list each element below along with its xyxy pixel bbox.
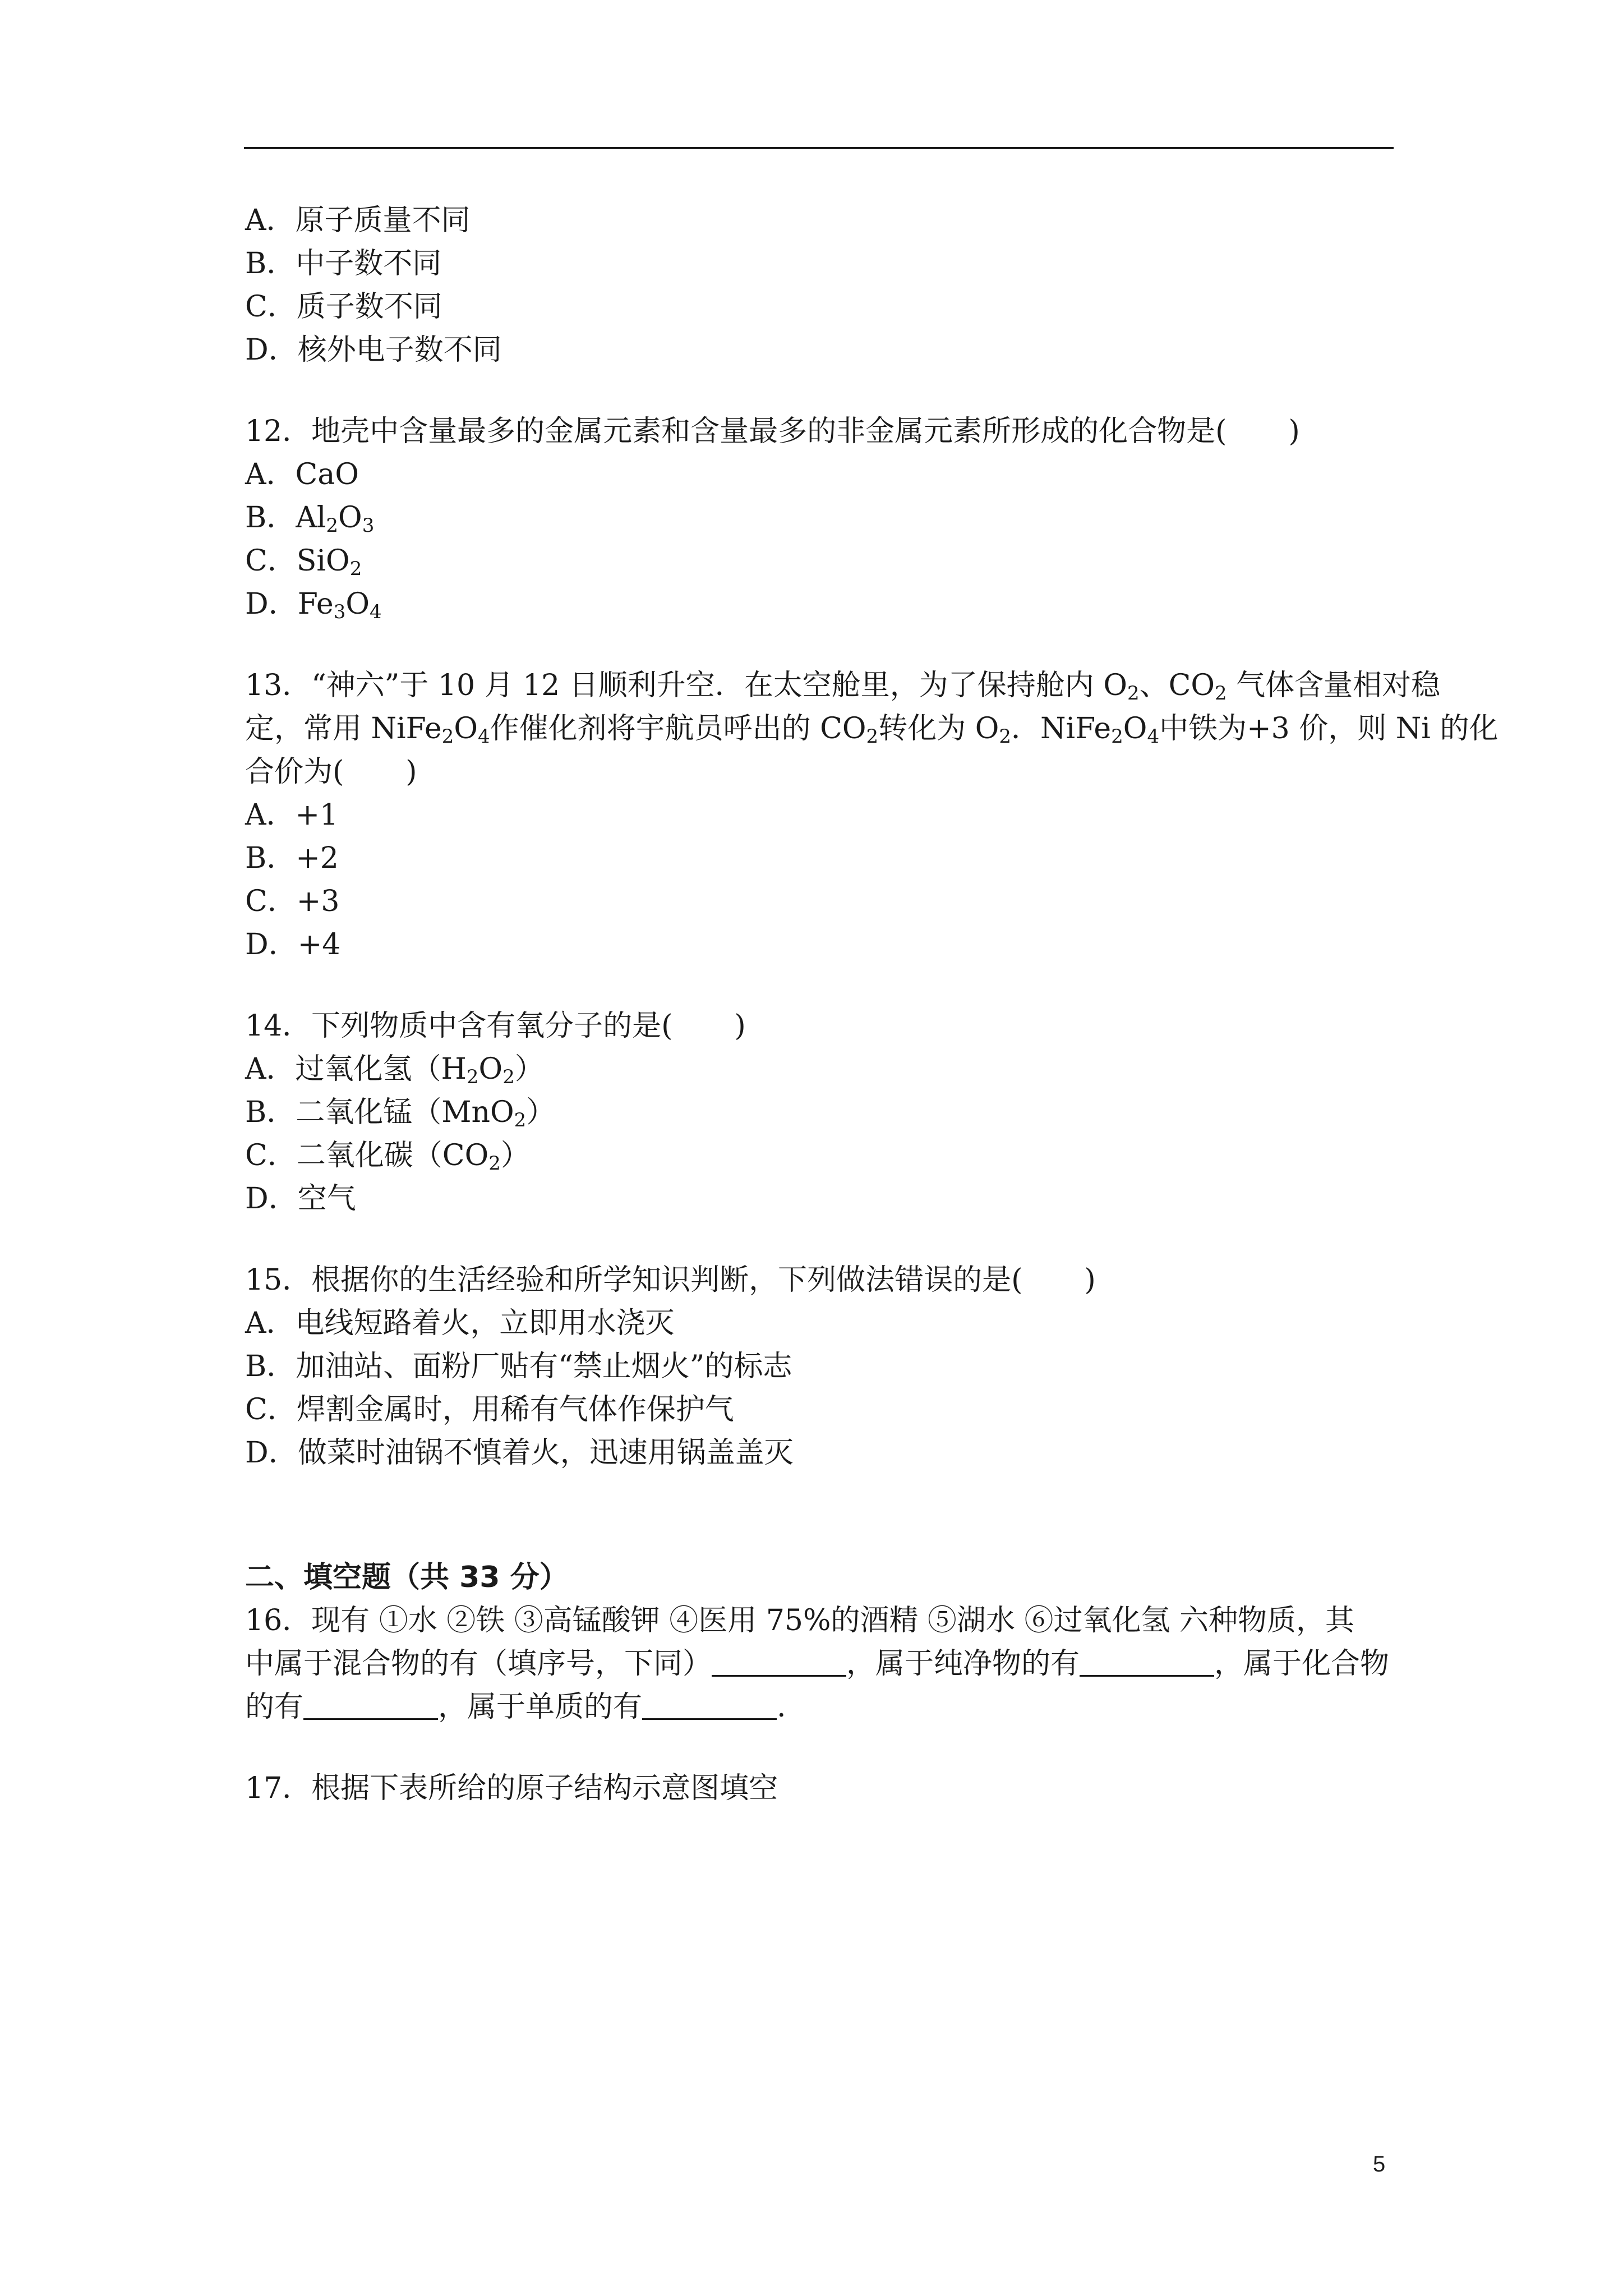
q13-option-b: B．+2 xyxy=(245,841,339,875)
q12-option-d: D．$Fe_3O_4$ xyxy=(245,587,382,623)
q16-blank-mixtures[interactable] xyxy=(712,1646,846,1677)
q11-option-b: B．中子数不同 xyxy=(245,247,442,280)
q14-option-a: A．过氧化氢$(H_2O_2)$ xyxy=(245,1052,544,1088)
q15-stem: 15．根据你的生活经验和所学知识判断，下列做法错误的是( ) xyxy=(245,1263,1096,1297)
question-14 xyxy=(245,1005,1389,1221)
q14-option-b: B．二氧化锰（MnO$_2$） xyxy=(245,1096,556,1131)
q14-option-d: D．空气 xyxy=(245,1182,356,1216)
q15-option-a: A．电线短路着火，立即用水浇灭 xyxy=(245,1306,675,1340)
page-number: 5 xyxy=(1373,2152,1386,2177)
q15-option-b: B．加油站、面粉厂贴有“禁止烟火”的标志 xyxy=(245,1350,792,1383)
question-16 xyxy=(245,1599,1389,1729)
q13-option-d: D．+4 xyxy=(245,928,341,961)
q12-option-c: C．SiO$_2$ xyxy=(245,544,362,580)
q16-stem-line-1: 16．现有 ①水 ②铁 ③高锰酸钾 ④医用 75%的酒精 ⑤湖水 ⑥过氧化氢 六种物质，其 xyxy=(245,1604,1354,1637)
q11-options xyxy=(245,199,1389,372)
question-15 xyxy=(245,1259,1389,1475)
q15-option-c: C．焊割金属时，用稀有气体作保护气 xyxy=(245,1393,734,1427)
q12-stem: 12．地壳中含量最多的金属元素和含量最多的非金属元素所形成的化合物是( ) xyxy=(245,415,1300,448)
q16-stem-line-2: 中属于混合物的有（填序号，下同） ，属于纯净物的有 ，属于化合物 xyxy=(245,1647,1390,1681)
q13-stem-line-2: 定，常用 $NiFe_2O_4$作催化剂将宇航员呼出的 $CO_2$转化为 $O_2$．$NiFe_2O_4$中铁为+3 价，则 Ni 的化 xyxy=(245,712,1498,748)
question-13 xyxy=(245,664,1498,967)
q11-option-c: C．质子数不同 xyxy=(245,290,442,324)
q16-blank-elements[interactable] xyxy=(642,1689,777,1720)
q12-option-b: B．$Al_2O_3$ xyxy=(245,501,375,537)
q13-option-a: A．+1 xyxy=(245,798,339,832)
q14-option-c: C．二氧化碳$(CO_2)$ xyxy=(245,1139,530,1175)
q13-stem-line-3: 合价为( ) xyxy=(245,755,417,789)
q13-option-c: C．+3 xyxy=(245,885,340,918)
q17-stem: 17．根据下表所给的原子结构示意图填空 xyxy=(245,1772,778,1805)
section-2-title: 二、填空题（共 33 分） xyxy=(245,1561,569,1594)
q16-stem-line-3: 的有 ，属于单质的有 . xyxy=(245,1690,786,1724)
q14-stem: 14．下列物质中含有氧分子的是( ) xyxy=(245,1009,746,1043)
q16-blank-pure-substances[interactable] xyxy=(1080,1646,1214,1677)
q13-stem-line-1: 13．“神六”于 10 月 12 日顺利升空．在太空舱里，为了保持舱内 $O_2$、$CO_2$ 气体含量相对稳 xyxy=(245,669,1441,705)
header-rule xyxy=(244,147,1394,149)
question-12 xyxy=(245,410,1389,626)
q11-option-a: A．原子质量不同 xyxy=(245,204,471,237)
q16-blank-compounds[interactable] xyxy=(303,1689,438,1720)
q12-option-a: A．CaO xyxy=(245,458,359,491)
q15-option-d: D．做菜时油锅不慎着火，迅速用锅盖盖灭 xyxy=(245,1436,794,1470)
page-content xyxy=(245,199,1498,1810)
q11-option-d: D．核外电子数不同 xyxy=(245,333,502,367)
